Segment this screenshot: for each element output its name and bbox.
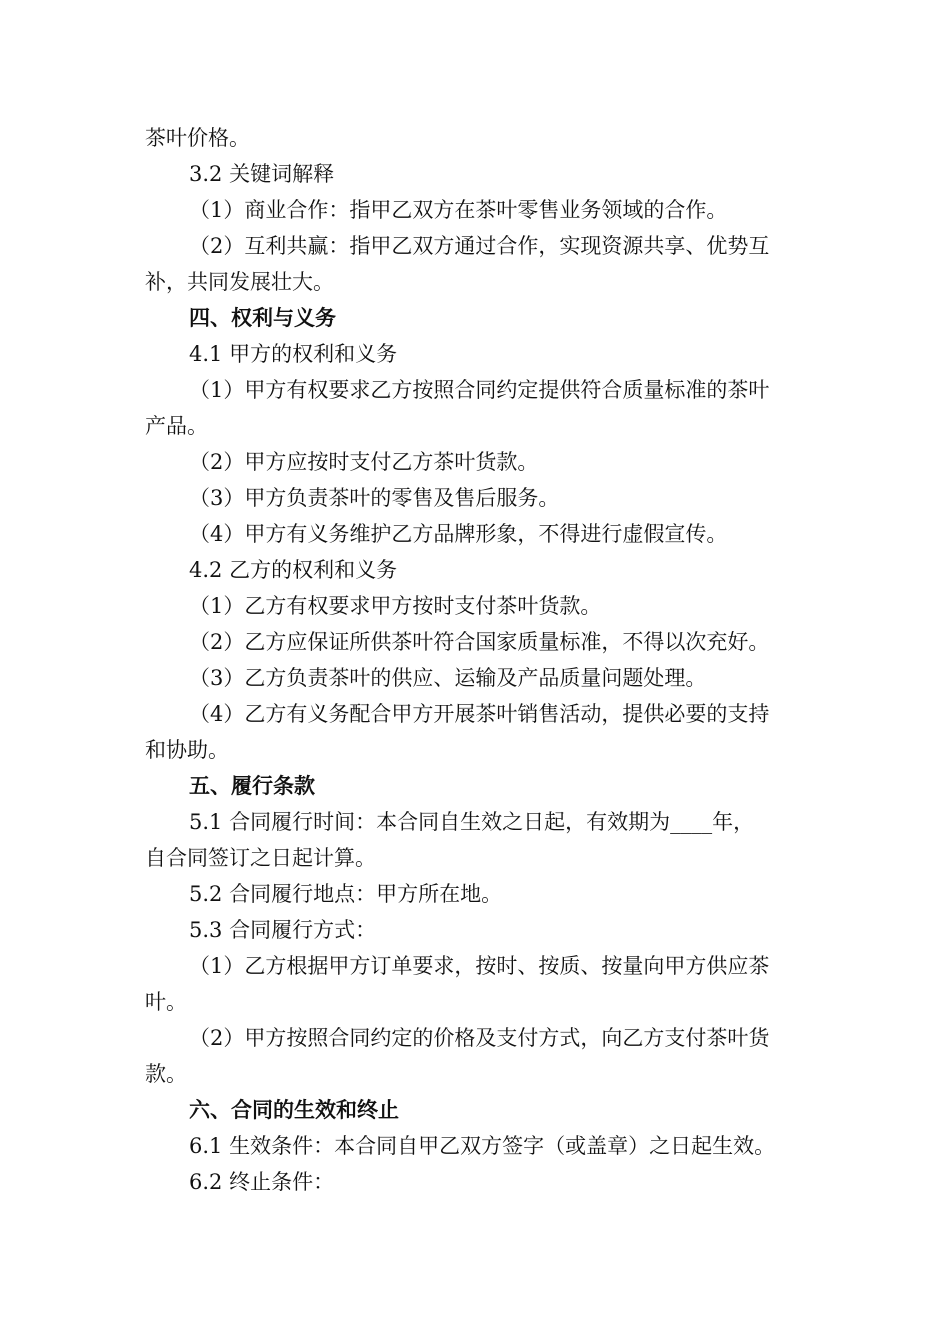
section-heading: 五、履行条款	[189, 774, 315, 798]
document-line: 产品。	[145, 414, 208, 438]
document-line: （2）乙方应保证所供茶叶符合国家质量标准，不得以次充好。	[189, 630, 770, 654]
document-line: （2）互利共赢：指甲乙双方通过合作，实现资源共享、优势互	[189, 234, 770, 258]
document-line: （3）乙方负责茶叶的供应、运输及产品质量问题处理。	[189, 666, 707, 690]
section-heading: 六、合同的生效和终止	[189, 1098, 399, 1122]
document-line: 叶。	[145, 990, 187, 1014]
document-line: 补，共同发展壮大。	[145, 270, 334, 294]
document-line: （4）甲方有义务维护乙方品牌形象，不得进行虚假宣传。	[189, 522, 728, 546]
document-line: 5.1 合同履行时间：本合同自生效之日起，有效期为____年，	[189, 810, 755, 834]
document-body	[145, 120, 810, 1200]
document-line: （1）乙方有权要求甲方按时支付茶叶货款。	[189, 594, 602, 618]
document-line: 5.3 合同履行方式：	[189, 918, 377, 942]
document-line: 款。	[145, 1062, 187, 1086]
document-line: （3）甲方负责茶叶的零售及售后服务。	[189, 486, 560, 510]
document-line: 3.2 关键词解释	[189, 162, 335, 186]
document-line: 6.1 生效条件：本合同自甲乙双方签字（或盖章）之日起生效。	[189, 1134, 776, 1158]
document-line: 4.2 乙方的权利和义务	[189, 558, 398, 582]
document-line: 和协助。	[145, 738, 229, 762]
document-line: 茶叶价格。	[145, 126, 250, 150]
document-line: 4.1 甲方的权利和义务	[189, 342, 398, 366]
document-line: （4）乙方有义务配合甲方开展茶叶销售活动，提供必要的支持	[189, 702, 770, 726]
document-line: 6.2 终止条件：	[189, 1170, 335, 1194]
document-line: （2）甲方按照合同约定的价格及支付方式，向乙方支付茶叶货	[189, 1026, 770, 1050]
document-line: （1）乙方根据甲方订单要求，按时、按质、按量向甲方供应茶	[189, 954, 770, 978]
document-line: （1）甲方有权要求乙方按照合同约定提供符合质量标准的茶叶	[189, 378, 770, 402]
document-line: 自合同签订之日起计算。	[145, 846, 376, 870]
document-line: 5.2 合同履行地点：甲方所在地。	[189, 882, 503, 906]
section-heading: 四、权利与义务	[189, 306, 336, 330]
document-line: （2）甲方应按时支付乙方茶叶货款。	[189, 450, 539, 474]
document-line: （1）商业合作：指甲乙双方在茶叶零售业务领域的合作。	[189, 198, 728, 222]
